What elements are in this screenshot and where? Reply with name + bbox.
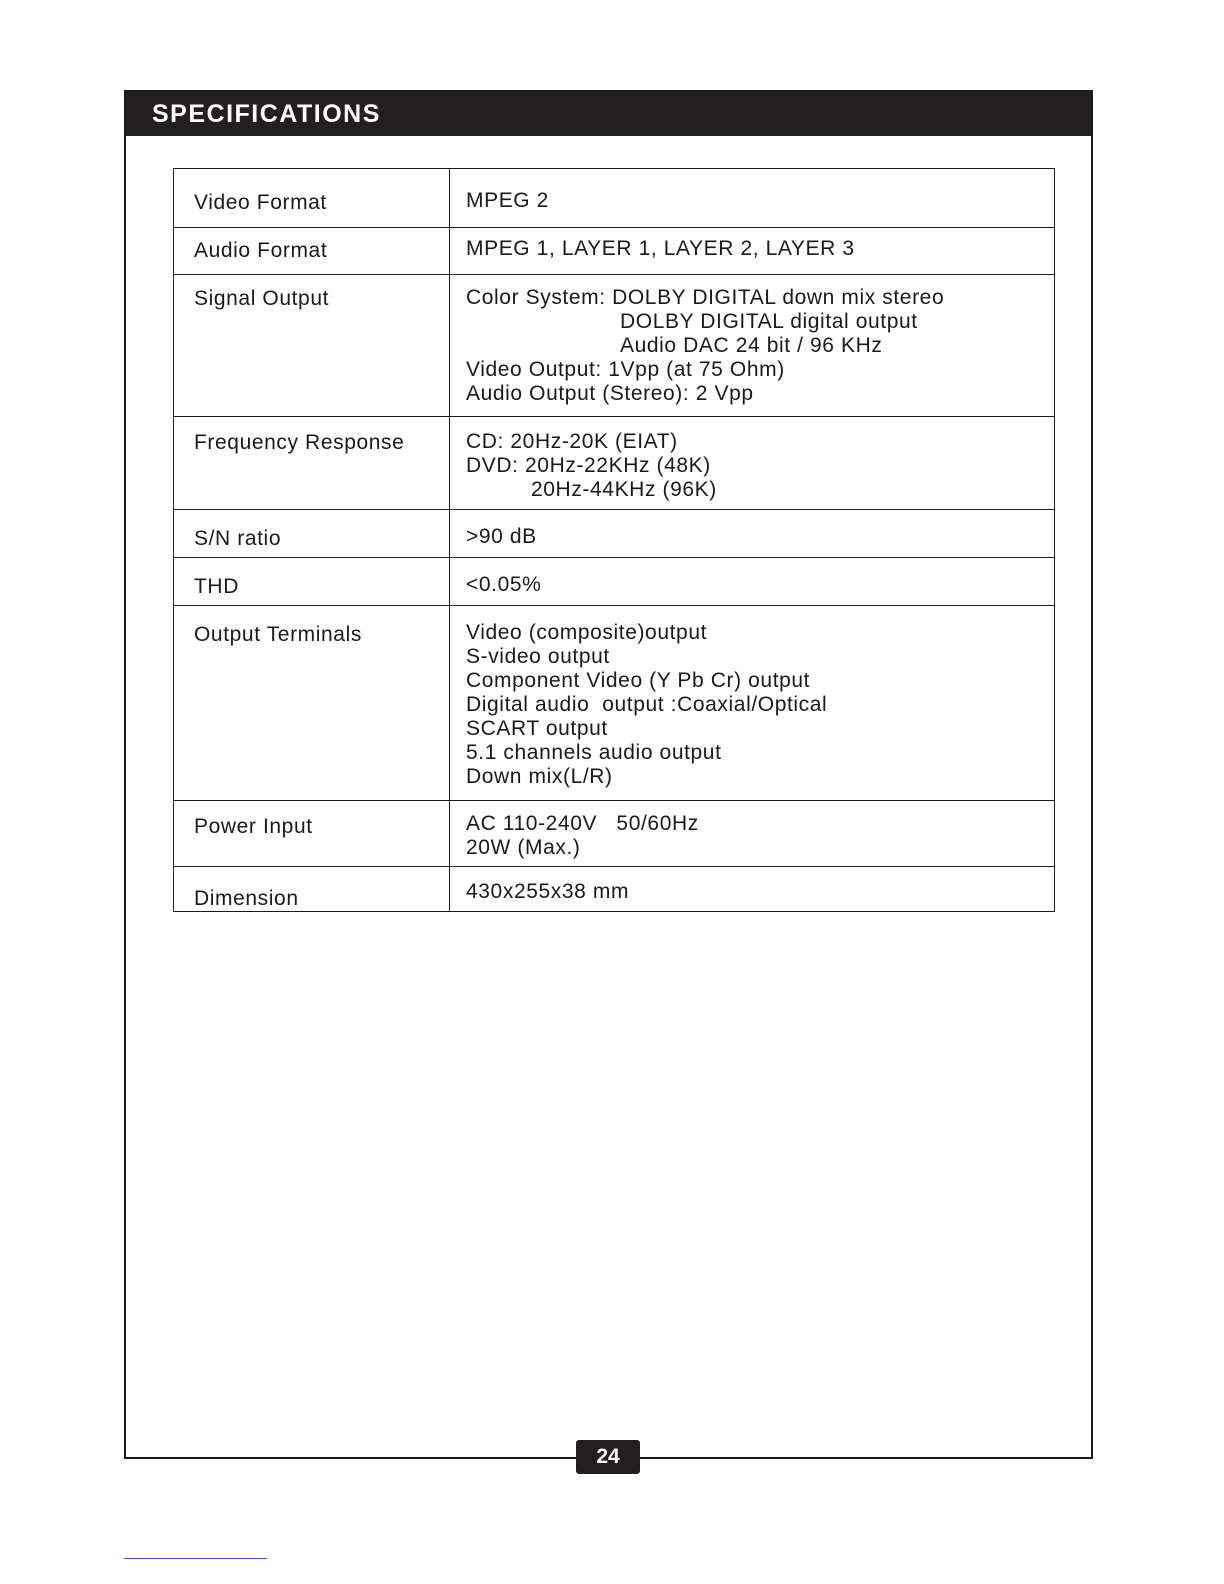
spec-label: Power Input bbox=[174, 801, 450, 867]
spec-label: Output Terminals bbox=[174, 606, 450, 801]
section-header bbox=[126, 92, 1091, 136]
spec-value bbox=[450, 417, 1055, 510]
spec-value-line: Color System: DOLBY DIGITAL down mix stereo bbox=[466, 286, 945, 309]
table-row bbox=[174, 606, 1055, 801]
spec-value bbox=[450, 867, 1055, 912]
spec-value-line: SCART output bbox=[466, 717, 608, 740]
table-row bbox=[174, 275, 1055, 417]
spec-value-line: Component Video (Y Pb Cr) output bbox=[466, 669, 811, 692]
table-row bbox=[174, 510, 1055, 558]
spec-value bbox=[450, 558, 1055, 606]
spec-value-line: MPEG 1, LAYER 1, LAYER 2, LAYER 3 bbox=[466, 237, 855, 260]
spec-value bbox=[450, 606, 1055, 801]
spec-value-line: Audio Output (Stereo): 2 Vpp bbox=[466, 382, 754, 405]
spec-label: THD bbox=[174, 558, 450, 606]
spec-value-line: CD: 20Hz-20K (EIAT) bbox=[466, 430, 678, 453]
spec-label: Frequency Response bbox=[174, 417, 450, 510]
spec-value-line: Video Output: 1Vpp (at 75 Ohm) bbox=[466, 358, 785, 381]
footer-divider bbox=[124, 1558, 267, 1559]
table-row bbox=[174, 169, 1055, 228]
spec-value-line: Down mix(L/R) bbox=[466, 765, 613, 788]
spec-label: S/N ratio bbox=[174, 510, 450, 558]
spec-value-line: DVD: 20Hz-22KHz (48K) bbox=[466, 454, 711, 477]
spec-value-line: Video (composite)output bbox=[466, 621, 708, 644]
spec-value bbox=[450, 510, 1055, 558]
page-number-badge: 24 bbox=[576, 1440, 640, 1474]
table-row bbox=[174, 867, 1055, 912]
spec-value-line: S-video output bbox=[466, 645, 610, 668]
spec-label: Audio Format bbox=[174, 228, 450, 275]
spec-label: Signal Output bbox=[174, 275, 450, 417]
spec-value bbox=[450, 228, 1055, 275]
spec-value bbox=[450, 801, 1055, 867]
page-frame bbox=[124, 90, 1093, 1459]
table-row bbox=[174, 801, 1055, 867]
spec-label: Dimension bbox=[174, 867, 450, 912]
table-row bbox=[174, 228, 1055, 275]
page-title: SPECIFICATIONS bbox=[152, 100, 381, 128]
spec-value bbox=[450, 275, 1055, 417]
table-row bbox=[174, 558, 1055, 606]
spec-value-line: <0.05% bbox=[466, 573, 542, 596]
spec-value-line: DOLBY DIGITAL digital output bbox=[620, 310, 918, 333]
spec-value-line: MPEG 2 bbox=[466, 189, 549, 212]
spec-value-line: 5.1 channels audio output bbox=[466, 741, 722, 764]
spec-value-line: Audio DAC 24 bit / 96 KHz bbox=[620, 334, 883, 357]
spec-value-line: 20W (Max.) bbox=[466, 836, 581, 859]
spec-value bbox=[450, 169, 1055, 228]
spec-label: Video Format bbox=[174, 169, 450, 228]
spec-value-line: 430x255x38 mm bbox=[466, 880, 630, 903]
spec-value-line: 20Hz-44KHz (96K) bbox=[531, 478, 717, 501]
spec-value-line: AC 110-240V 50/60Hz bbox=[466, 812, 699, 835]
spec-value-line: >90 dB bbox=[466, 525, 537, 548]
specifications-table bbox=[173, 168, 1055, 912]
table-row bbox=[174, 417, 1055, 510]
spec-value-line: Digital audio output :Coaxial/Optical bbox=[466, 693, 828, 716]
